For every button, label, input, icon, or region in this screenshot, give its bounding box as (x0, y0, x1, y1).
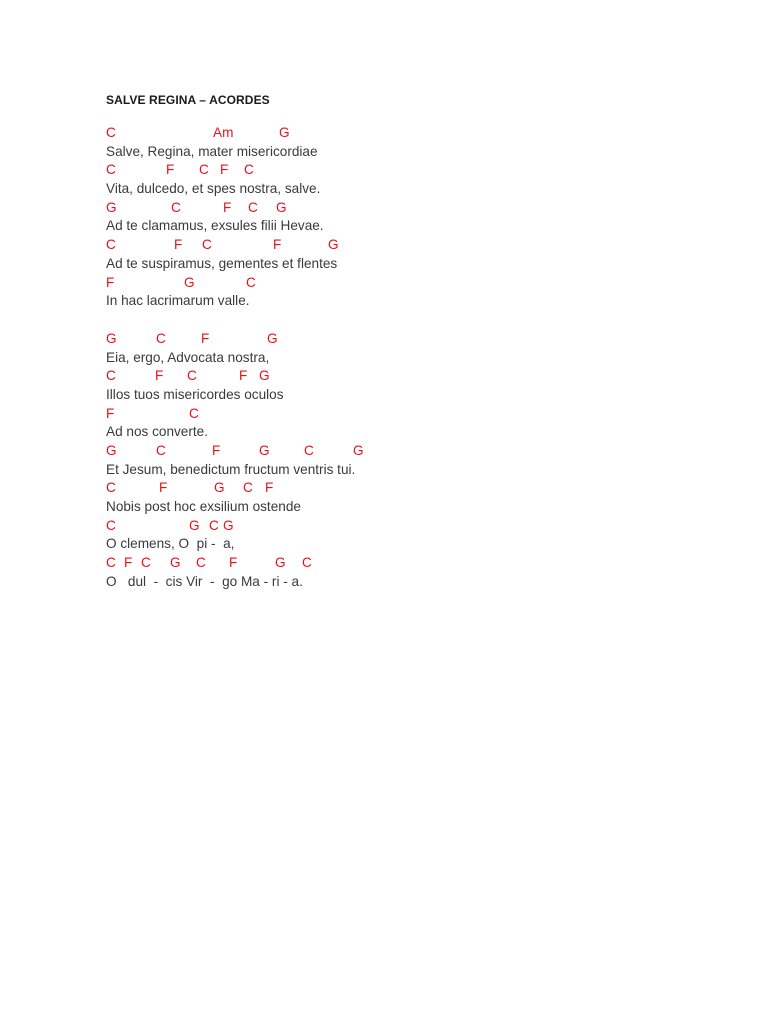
chord: G (275, 555, 286, 571)
chord: C (302, 555, 312, 571)
chord: C (248, 199, 258, 215)
chord: F (174, 237, 183, 253)
chord: C (106, 555, 116, 571)
chord: F (106, 274, 115, 290)
chord-line (106, 442, 706, 461)
chord: C (156, 330, 166, 346)
lyric-line: Eia, ergo, Advocata nostra, (106, 349, 270, 365)
chord: G (259, 368, 270, 384)
chord: C (304, 443, 314, 458)
chord: C (106, 237, 116, 253)
document-title: SALVE REGINA – ACORDES (106, 93, 270, 107)
chord: C (187, 368, 197, 384)
chord: F (159, 480, 168, 496)
chord: C (243, 480, 253, 496)
lyric-line: Ad nos converte. (106, 424, 209, 440)
chord: F (239, 368, 248, 384)
chord-line (106, 161, 706, 180)
chord: G (328, 237, 339, 253)
chord: F (273, 237, 282, 253)
chord: G (259, 443, 270, 458)
chord: F (155, 368, 164, 384)
chord: F (124, 555, 133, 571)
lyric-line: Et Jesum, benedictum fructum ventris tui. (106, 461, 356, 477)
chord: G (279, 125, 290, 140)
chord-line (106, 199, 706, 218)
chord: G (106, 330, 117, 346)
chord: C (141, 555, 151, 571)
chord: C (171, 199, 181, 215)
chord-line (106, 405, 706, 424)
lyric-line: Salve, Regina, mater misericordiae (106, 143, 318, 159)
chord: G (106, 443, 117, 458)
chord: C (106, 162, 116, 178)
lyric-line: Nobis post hoc exsilium ostende (106, 499, 301, 515)
chord: C (196, 555, 206, 571)
chord: C (202, 237, 212, 253)
chord: G (184, 274, 195, 290)
chord: G (189, 517, 200, 533)
chord: G (267, 330, 278, 346)
chord-line (106, 124, 706, 143)
chord: C (244, 162, 254, 178)
chord: G (214, 480, 225, 496)
chord: C (106, 125, 116, 140)
lyric-line: Vita, dulcedo, et spes nostra, salve. (106, 181, 321, 197)
lyric-line: Ad te suspiramus, gementes et flentes (106, 255, 338, 271)
chord: F (106, 405, 115, 421)
chord-line (106, 330, 706, 349)
chord: G (170, 555, 181, 571)
chord: G (223, 517, 234, 533)
chord: C (209, 517, 219, 533)
chord: C (106, 517, 116, 533)
stanza-gap (106, 311, 706, 330)
chord: C (156, 443, 166, 458)
chord: F (166, 162, 175, 178)
lyric-line: Illos tuos misericordes oculos (106, 386, 284, 402)
lyric-line: O dul - cis Vir - go Ma - ri - a. (106, 573, 303, 589)
chord-line (106, 274, 706, 293)
chord-line (106, 554, 706, 573)
chord-line (106, 367, 706, 386)
chord: F (223, 199, 232, 215)
lyric-line: In hac lacrimarum valle. (106, 293, 250, 309)
chord: C (189, 405, 199, 421)
chord: F (220, 162, 229, 178)
chord: C (199, 162, 209, 178)
chord: C (106, 368, 116, 384)
chord: F (212, 443, 221, 458)
song-body (106, 124, 706, 592)
chord: G (106, 199, 117, 215)
chord: G (276, 199, 287, 215)
chord-line (106, 517, 706, 536)
chord: C (106, 480, 116, 496)
lyric-line: O clemens, O pi - a, (106, 536, 235, 552)
chord: C (246, 274, 256, 290)
lyric-line: Ad te clamamus, exsules filii Hevae. (106, 218, 324, 234)
chord-line (106, 479, 706, 498)
chord: F (201, 330, 210, 346)
chord: G (353, 443, 364, 458)
chord: F (265, 480, 274, 496)
chord: Am (213, 125, 234, 140)
chord: F (229, 555, 238, 571)
chord-line (106, 236, 706, 255)
